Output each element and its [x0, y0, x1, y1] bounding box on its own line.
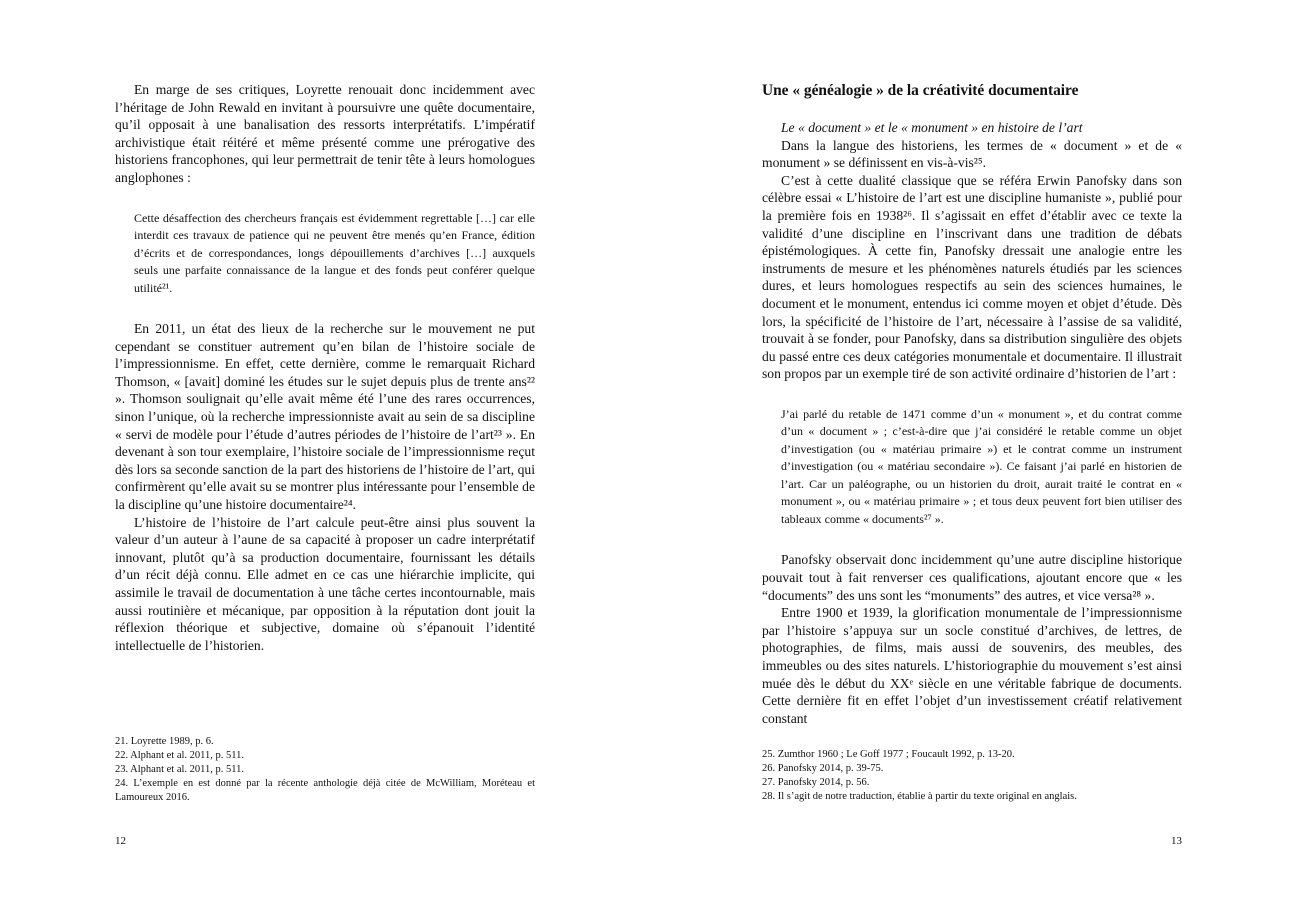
footnotes [762, 748, 1182, 804]
footnote: 24. L’exemple en est donné par la récente anthologie déjà citée de McWilliam, Moréteau et Lamoureux 2016. [115, 778, 535, 803]
page-number: 12 [115, 835, 126, 847]
section-heading: Une « généalogie » de la créativité documentaire [762, 82, 1079, 99]
body-paragraph: Panofsky observait donc incidemment qu’une autre discipline historique pouvait tout à fait renverser ces qualifications, ajoutant encore que « les “documents” des uns sont les “monuments” des autres, et vice versa²⁸ ». [762, 552, 1182, 603]
left-body [115, 81, 535, 654]
footnote: 27. Panofsky 2014, p. 56. [762, 777, 870, 788]
body-paragraph: En 2011, un état des lieux de la recherche sur le mouvement ne put cependant se constituer autrement qu’en bilan de l’histoire sociale de l’impressionnisme. En effet, cette dernière, comme le remarquait Richard Thomson, « [avait] dominé les études sur le sujet depuis plus de trente ans²² ». Thomson soulignait qu’elle avait même été l’une des rares occurrences, sinon l’unique, où la recherche impressionniste avait au sein de sa discipline « servi de modèle pour l’étude d’autres périodes de l’histoire de l’art²³ ». En devenant à son tour exemplaire, l’histoire sociale de l’impressionnisme reçut dès lors sa seconde sanction de la part des historiens de l’histoire de l’art, qui confirmèrent qu’elle avait su se montrer plus intéressante pour l’ensemble de la discipline qu’une histoire documentaire²⁴. [115, 321, 535, 512]
block-quote: J’ai parlé du retable de 1471 comme d’un « monument », et du contrat comme d’un « document » ; c’est-à-dire que j’ai considéré le retable comme un objet d’investigation (ou « matériau primaire ») et le contrat comme un instrument d’investigation (ou « matériau secondaire »). Ce faisant j’ai parlé en historien de l’art. Car un paléographe, ou un historien du droit, aurait traité le contrat en « monument », ou « matériau primaire » ; et tous deux peuvent fort bien utiliser des tableaux comme « documents²⁷ ». [781, 406, 1182, 526]
footnote: 22. Alphant et al. 2011, p. 511. [115, 750, 244, 761]
body-paragraph: L’histoire de l’histoire de l’art calcule peut-être ainsi plus souvent la valeur d’un auteur à l’aune de sa capacité à proposer un cadre interprétatif innovant, plutôt qu’à sa production documentaire, fournissant les détails d’un récit déjà connu. Elle admet en ce cas une hiérarchie implicite, qui assimile le travail de documentation à une tâche certes incontournable, mais aussi routinière et mécanique, par opposition à la réputation dont jouit la réflexion théorique et subjective, domaine où s’épanouit l’identité intellectuelle de l’historien. [115, 514, 535, 653]
body-paragraph: Entre 1900 et 1939, la glorification monumentale de l’impressionnisme par l’histoire s’appuya sur un socle constitué d’archives, de lettres, de photographies, de films, mais aussi de souvenirs, des meubles, des immeubles ou des sites naturels. L’historiographie du mouvement s’est ainsi muée dès le début du XXᵉ siècle en une véritable fabrique de documents. Cette dernière fit en effet l’objet d’un investissement créatif relativement constant [762, 605, 1182, 726]
right-page [647, 0, 1294, 913]
body-paragraph: C’est à cette dualité classique que se référa Erwin Panofsky dans son célèbre essai « L’histoire de l’art est une discipline humaniste », publié pour la première fois en 1938²⁶. Il s’agissait en effet d’établir avec ce texte la validité d’une discipline en l’inscrivant dans une tradition de débats épistémologiques. À cette fin, Panofsky dressait une analogie entre les instruments de mesure et les phénomènes naturels étudiés par les sciences dures, et leurs homologues respectifs au sein des sciences humaines, le document et le monument, entendus ici comme moyen et objet d’étude. Dès lors, la spécificité de l’histoire de l’art, nécessaire à l’assise de sa validité, trouvait à se fonder, pour Panofsky, dans sa distribution singulière des objets du passé entre ces deux catégories monumentale et documentaire. Il illustrait son propos par un exemple tiré de son activité ordinaire d’historien de l’art : [762, 172, 1182, 382]
footnote: 26. Panofsky 2014, p. 39-75. [762, 763, 884, 774]
footnotes [115, 735, 535, 805]
block-quote: Cette désaffection des chercheurs français est évidemment regrettable […] car elle interdit ces travaux de patience qui ne peuvent être menés qu’en France, édition d’écrits et de correspondances, longs dépouillements d’archives […] auxquels seuls une parfaite connaissance de la langue et des fonds peut conférer quelque utilité²¹. [134, 210, 535, 295]
page-number: 13 [1171, 835, 1182, 847]
right-body [762, 81, 1182, 727]
footnote: 28. Il s’agit de notre traduction, établie à partir du texte original en anglais. [762, 791, 1077, 802]
body-paragraph: Dans la langue des historiens, les termes de « document » et de « monument » se définissent en vis-à-vis²⁵. [762, 137, 1182, 171]
body-paragraph: En marge de ses critiques, Loyrette renouait donc incidemment avec l’héritage de John Rewald en invitant à poursuivre une quête documentaire, qu’il opposait à une banalisation des ressorts interprétatifs. L’impératif archivistique était réitéré et même présenté comme une prérogative des historiens francophones, qui leur permettrait de tenir tête à leurs homologues anglophones : [115, 82, 535, 185]
footnote: 25. Zumthor 1960 ; Le Goff 1977 ; Foucault 1992, p. 13-20. [762, 749, 1015, 760]
subsection-heading: Le « document » et le « monument » en histoire de l’art [781, 120, 1083, 135]
footnote: 23. Alphant et al. 2011, p. 511. [115, 764, 244, 775]
footnote: 21. Loyrette 1989, p. 6. [115, 736, 214, 747]
